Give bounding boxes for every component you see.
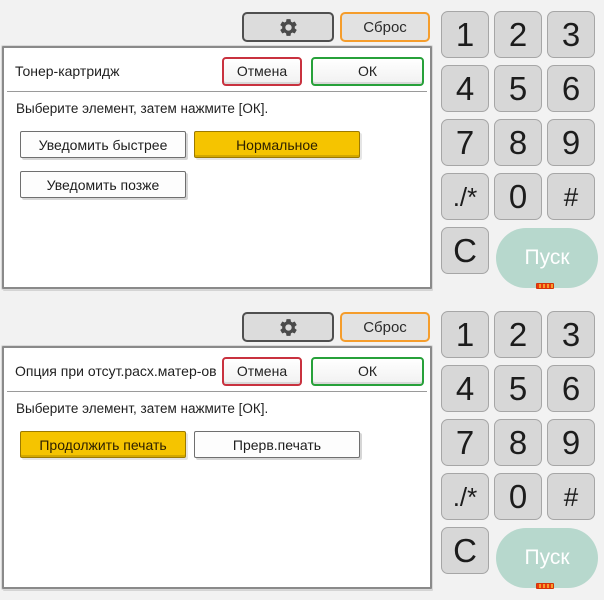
cancel-button[interactable]: Отмена (222, 57, 302, 86)
key-3[interactable]: 3 (547, 311, 595, 358)
instruction-text: Выберите элемент, затем нажмите [ОК]. (16, 401, 269, 416)
option-row (20, 171, 418, 198)
key-5[interactable]: 5 (494, 365, 542, 412)
dialog-title-row (7, 351, 427, 392)
reset-button[interactable]: Сброс (340, 12, 430, 42)
dialog-body (7, 392, 427, 458)
key-dot-star[interactable]: ./* (441, 173, 489, 220)
instruction-text: Выберите элемент, затем нажмите [ОК]. (16, 101, 269, 116)
key-3[interactable]: 3 (547, 11, 595, 58)
numeric-keypad (441, 11, 601, 294)
option-interrupt-printing[interactable]: Прерв.печать (194, 431, 360, 458)
key-9[interactable]: 9 (547, 119, 595, 166)
key-hash[interactable]: # (547, 473, 595, 520)
key-5[interactable]: 5 (494, 65, 542, 112)
key-dot-star[interactable]: ./* (441, 473, 489, 520)
start-button[interactable]: Пуск (496, 528, 598, 588)
key-8[interactable]: 8 (494, 119, 542, 166)
ok-button[interactable]: ОК (311, 357, 424, 386)
key-4[interactable]: 4 (441, 65, 489, 112)
key-clear[interactable]: C (441, 227, 489, 274)
gear-icon (278, 17, 299, 38)
key-6[interactable]: 6 (547, 365, 595, 412)
key-2[interactable]: 2 (494, 11, 542, 58)
key-1[interactable]: 1 (441, 311, 489, 358)
gear-icon (278, 317, 299, 338)
start-button[interactable]: Пуск (496, 228, 598, 288)
dialog-title-row (7, 51, 427, 92)
key-0[interactable]: 0 (494, 473, 542, 520)
key-7[interactable]: 7 (441, 419, 489, 466)
screen-supplies-option (0, 300, 604, 600)
key-hash[interactable]: # (547, 173, 595, 220)
option-row (20, 131, 418, 158)
ok-button[interactable]: ОК (311, 57, 424, 86)
cancel-button[interactable]: Отмена (222, 357, 302, 386)
toner-dialog (2, 46, 432, 289)
option-notify-later[interactable]: Уведомить позже (20, 171, 186, 198)
settings-button[interactable] (242, 12, 334, 42)
key-clear[interactable]: C (441, 527, 489, 574)
settings-button[interactable] (242, 312, 334, 342)
supplies-option-dialog (2, 346, 432, 589)
dialog-body (7, 92, 427, 198)
option-row (20, 431, 418, 458)
key-7[interactable]: 7 (441, 119, 489, 166)
option-notify-sooner[interactable]: Уведомить быстрее (20, 131, 186, 158)
key-0[interactable]: 0 (494, 173, 542, 220)
dialog-title: Опция при отсут.расх.матер-ов (15, 363, 217, 379)
dialog-title: Тонер-картридж (15, 63, 120, 79)
key-8[interactable]: 8 (494, 419, 542, 466)
key-4[interactable]: 4 (441, 365, 489, 412)
reset-button[interactable]: Сброс (340, 312, 430, 342)
start-indicator-led (536, 283, 554, 289)
key-9[interactable]: 9 (547, 419, 595, 466)
key-2[interactable]: 2 (494, 311, 542, 358)
key-1[interactable]: 1 (441, 11, 489, 58)
numeric-keypad (441, 311, 601, 594)
key-6[interactable]: 6 (547, 65, 595, 112)
option-continue-printing[interactable]: Продолжить печать (20, 431, 186, 458)
start-indicator-led (536, 583, 554, 589)
option-normal[interactable]: Нормальное (194, 131, 360, 158)
